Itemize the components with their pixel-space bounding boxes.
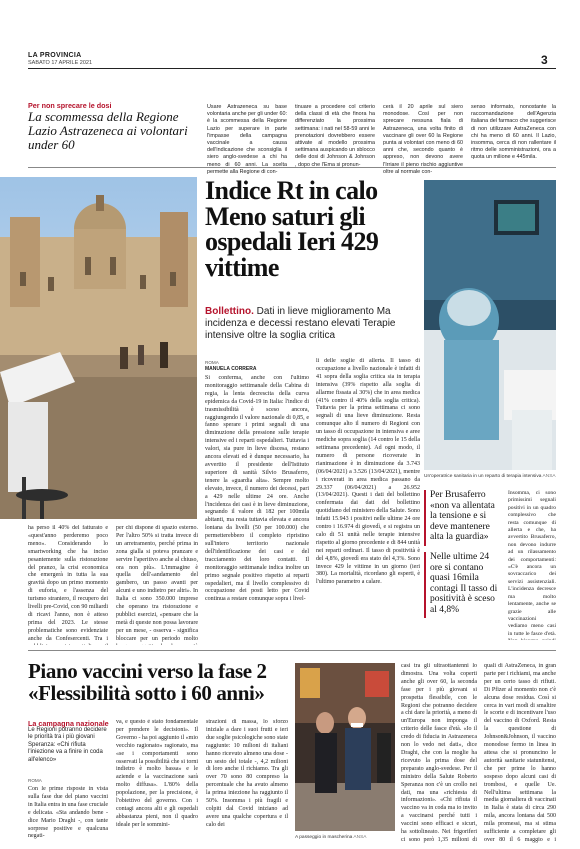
- pull-quote: Nelle ultime 24 ore si contano quasi 16mila contagi Il tasso di positività è sceso al 4,8%: [430, 552, 498, 615]
- sidebar-column: Insomma, ci sono primissimi segnali positivi in un quadro complessivo che resta comunque di allerta e che, ha avvertito Brusaferro, non devono indurre ad un rilassamento dei comportamenti: «C'è ancora un sovraccarico dei servizi assistenziali. L'incidenza decresce ma molto lentamente, anche se grazie alle vaccinazioni vediamo meno casi in tutte le fasce d'età.: [508, 490, 556, 637]
- teaser-title: La scommessa della Regione Lazio Astrazeneca ai volontari under 60: [28, 109, 188, 152]
- icu-photo: [424, 180, 556, 470]
- main-article-column: li delle soglie di allerta. Il tasso di occupazione a livello nazionale è infatti di 41 sopra della soglia critica sia in terapia intensiva (39% rispetto alla soglia di allarme fissata al 30%) che in area medica (41% contro il 40% della soglia critica). Tuttavia per la prima settimana ci sono segnali di una lieve diminuzione. Resta comunque alto il numero di Regioni con un tasso di occupazione in intensiva e aree mediche sopra soglia (14 contro le 15 della settimana precedente). Ad ogni modo, il numero di persone ricoverate in rianimazione è in diminuzione da 3.743 (06/04/2021) a 3.526 (13/04/2021), mentre i ricoverati in area medica passano da 29.337 (06/04/2021) a 26.952 (13/04/2021). Questi i dati del bollettino confermata dai dati del bollettino quotidiano del ministero della Salute. Sono infatti 15.943 i positivi nelle ultime 24 ore contro i 16.974 di giovedì, e si registra un calo di 51 unità nelle terapie intensive rispetto al giorno precedente e di 844 unità nei reparti ordinari. Il tasso di positività è del 4,8%, giovedì era stato del 4,3%. Sono invece 429 le vittime in un giorno (ieri 380). La mortalità, ricordano gli esperti, è l'ultimo parametro a calare.: [316, 358, 420, 586]
- second-article-column: strazioni di massa, lo sforzo iniziale a dare i suoi frutti e ieri due soglie psicologiche sono state raggiunte: 10 milioni di italiani hanno ricevuto almeno una dose - un sesto del totale -, 4,2 milioni di loro anche il richiamo. Tra gli over 70 sono 80 compreso la percentuale che ha avuto almeno la prima iniezione ha raggiunto il 50%. Insomma i più fragili e colpiti dal Covid iniziano ad avere una qualche copertura e il calo dei: [206, 719, 288, 828]
- teaser-column: senso informato, nonostante la raccomandazione dell'Agenzia italiana del farmaco che suggerisce di non utilizzare AstraZeneca con chi ha meno di 60 anni. Il Lazio, insomma, cerca di non rallentare il ritmo delle somministrazioni, ora a quota un milione e 445mila.: [471, 104, 556, 161]
- teaser-kicker: Per non sprecare le dosi: [28, 101, 112, 110]
- second-article-column: quali di AstraZeneca, in gran parte per i richiami, ma anche per un certo tasso di rifiuti. Di Pfizer al momento non c'è alcuna dose residua. Così si cerca in vari modi di smaltire le scorte e di incentivare l'uso del vaccino di Oxford. Resta la questione di Johnson&Johnson, il vaccino monodose fermo in linea in attesa che si pronuncino le autorità sanitarie statunitensi, che per prime lo hanno sospeso dopo alcuni casi di trombosi, e quelle Ue. Nell'ultima settimana la media giornaliera di vaccinati in Italia è stata di circa 290 mila, ancora lontana dai 500 mila promessi, ma si stima sufficiente a completare gli over 80 il 6 maggio e i: [484, 663, 556, 843]
- teaser-column: tinuare a procedere col criterio della classi di età che finora ha differenziato la prossima settimana: i nati nel 58-59 anni le prenotazioni dovrebbero essere attivate al modello prossima settimana auspicando un sblocco delle dosi di Johnson & Johnson , dopo che l'Ema si pronun-: [295, 104, 375, 168]
- main-article-column: Si conferma, anche con l'ultimo monitoraggio settimanale della Cabina di regia, la lenta decrescita della curva epidemica da Covid-19 in Italia: l'indice di trasmissibilità è sceso ancora, raggiungendo il valore nazionale di 0,85, e fanno sperare i primi segnali di una diminuzione della pressione sulle terapie intensive ed i reparti ospedalieri. Tuttavia i valori, sia pure in lieve discesa, restano ancora elevati ed è dunque necessario, ha avvertito il presidente dell'Istituto superiore di sanità Silvio Brusaferro, tenere la «guardia alta». Sempre molto elevato, invece, il numero dei decessi, pari a 429 nelle ultime 24 ore. Anche l'incidenza dei casi è in lieve diminuzione, segnando il valore di 182 per 100mila abitanti, ma resta tuttavia elevata e ancora lontana da livelli (50 per 100.000) che permetterebbero il completo ripristino sull'intero territorio nazionale dell'identificazione dei casi e del tracciamento dei loro contatti. Il monitoraggio settimanale indica inoltre un primo segnale positivo rispetto ai reparti ospedalieri, ma il livello complessivo di occupazione dei posti letto per Covid continua a restare comunque sopra i livel-: [205, 375, 309, 603]
- teaser-column: cerà il 20 aprile sul siero monodose. Così per non sprecare nessuna fiala di Astrazeneca, una volta finito di vaccinare gli over 60 la Regione punta ai volontari con meno di 60 anni che, secondo quanto è appreso, non devono avere l'Irriare il pieno rischio aggiuntive oltre al normale con-: [383, 104, 463, 175]
- masthead-rule: [28, 68, 556, 69]
- second-subheading: Le Regioni potranno decidere le priorità tra i più giovani Speranza: «Chi rifiuta l'iniezione va a finire in coda all'elenco»: [28, 727, 107, 763]
- street-photo-caption: A passeggio in mascherina ANSA: [295, 835, 367, 840]
- icu-photo-caption: Un'operatrice sanitaria in un reparto di terapia intensiva ANSA: [424, 474, 556, 479]
- issue-date: SABATO 17 APRILE 2021: [28, 60, 93, 66]
- article-column: ha perso il 40% del fatturato e «quest'anno perderemo poco meno». Considerando lo smartworking che ha inciso pesantemente sulla ristorazione del pranzo, la crisi economica che emergerà in tutta la sua gravità dopo un primo momento di euforia, e l'assenza del turismo straniero, il recupero dei livelli pre-Covid, con 90 miliardi di ricavi l'anno, non è atteso prima del 2023. Le stesse problematiche sono evidenziate anche da Confesercenti. Tra i: [28, 525, 108, 642]
- main-subheading: Bollettino. Dati in lieve miglioramento Ma incidenza e decessi restano elevati Terapie intensive oltre la soglia critica: [205, 306, 396, 342]
- pull-quote: Per Brusaferro «non va allentata la tensione e si deve mantenere alta la guardia»: [430, 490, 495, 543]
- main-headline: Indice Rt in calo Meno saturi gli ospedali Ieri 429 vittime: [205, 176, 379, 282]
- street-photo: [295, 663, 395, 831]
- page-number: 3: [541, 53, 548, 67]
- newspaper-name: LA PROVINCIA: [28, 52, 82, 59]
- section-divider: [28, 167, 556, 168]
- second-byline-place: ROMA: [28, 778, 42, 783]
- second-headline: Piano vaccini verso la fase 2 «Flessibilità sotto i 60 anni»: [28, 659, 267, 705]
- second-article-column: casi tra gli ultraottantenni lo dimostra. Una volta coperti anche gli over 60, la seconda fase per i più giovani si prospetta flessibile, con le Regioni che potranno decidere a chi dare la priorità, a meno di un'Europa non imponga il criterio delle fasce d'età. «Io il credo di fiducia in Astrazeneca non lo vedo nei dati», dice Draghi, che con la moglie ha ricevuto la prima dose del preparato anglo-svedese. Per il ministro della Salute Roberto Speranza non c'è un crollo nei dati, ma una «richiesta di informazioni». «Chi rifiuta il vaccino va in coda ma io invito a vaccinarsi perché tutti i vaccini sono efficaci e sicuri, ha sottolineato. Nei frigoriferi ci sono però 1,35 milioni di: [401, 663, 477, 843]
- second-article-column: Con le prime risposte in vista sulla fase due del piano vaccini in Italia entra in una fase cruciale e delicata. «Sta andando bene - dice Mario Draghi -, con tante sorprese positive e qualcuna negati-: [28, 786, 108, 840]
- section-divider: [28, 650, 556, 651]
- second-kicker: La campagna nazionale: [28, 719, 109, 728]
- byline-author: MANUELA CORRERA: [205, 366, 257, 372]
- byline-place: ROMA: [205, 360, 219, 365]
- piazza-photo: [0, 177, 197, 519]
- quote-bar: [424, 552, 426, 618]
- teaser-column: Usare Astrazeneca su base volontaria anche per gli under 60: è la scommessa della Regione Lazio per superare in parte l'impasse della campagna vaccinale a causa dell'indicazione che sconsiglia il siero anglo-svedese a chi ha meno di 60 anni. La scelta permette alla Regione di con-: [207, 104, 288, 175]
- second-article-column: va, e questo è stato fondamentale per prendere le decisioni». Il Governo - ha poi aggiunto il «mio vecchio ragionato» ragionato, ma «se i comportamenti sono osservati la possibilità che si torni indietro è molto bassa» e le aziende e la vaccinazione sarà molto diffusa». L'80% della popolazione, per la precisione, è l'obiettivo del governo. Con i contagi ancora alti e gli ospedali abbastanza pieni, non il quadro ideale per le sommini-: [116, 719, 198, 828]
- quote-bar: [424, 490, 426, 546]
- article-column: per chi dispone di spazio esterno. Per l'altro 50% si tratta invece di un arretramento, perché prima in zona gialla si poteva pranzare e servire l'aperitivo anche al chiuso, ora non più». L'immagine è quella dell'«andamento del gambero, un passo avanti per alcuni e uno indietro per altri». In Italia ci sono 350.000 imprese che operano tra ristorazione e pubblici esercizi, «pensare che la metà di queste non possa lavorare per un mese, - osserva - significa bloccare per un periodo molto: [116, 525, 198, 642]
